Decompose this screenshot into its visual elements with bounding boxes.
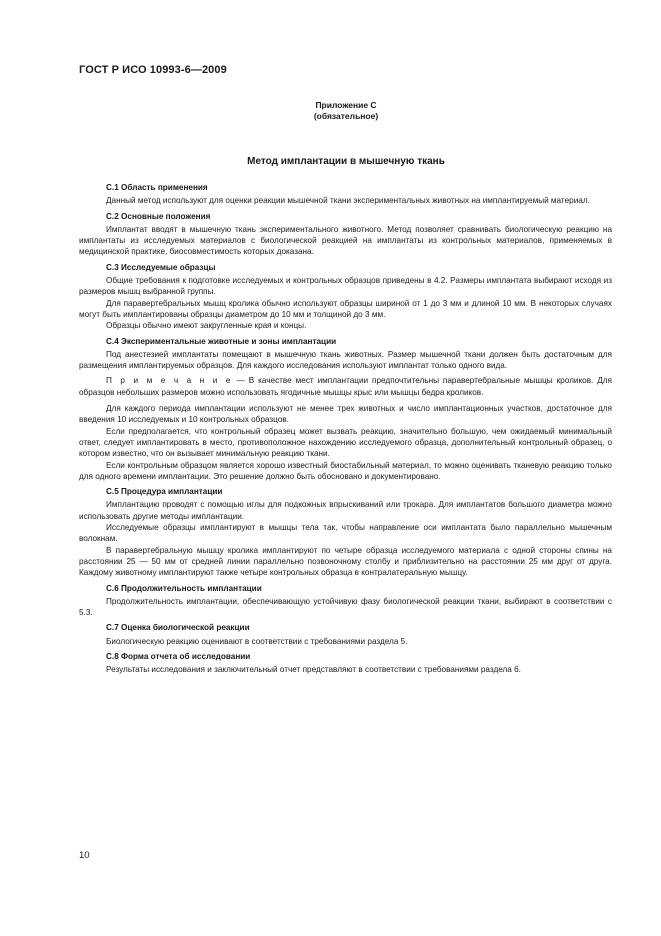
section-c4 <box>79 336 612 483</box>
paragraph: Если предполагается, что контрольный образец может вызвать реакцию, значительно большую, чем ожидаемый минимальный ответ, следует имплантировать в место, противоположное нахождению исследуемого образца, дополнительный контрольный образец, о котором известно, что он вызывает минимальную реакцию ткани. <box>79 426 612 459</box>
annex-heading <box>236 100 456 122</box>
standard-header: ГОСТ Р ИСО 10993-6—2009 <box>79 64 227 76</box>
paragraph: Если контрольным образцом является хорошо известный биостабильный материал, то можно оценивать тканевую реакцию только для одного времени имплантации. Это решение должно быть обосновано и документировано. <box>79 460 612 481</box>
paragraph: Продолжительность имплантации, обеспечивающую устойчивую фазу биологической реакции ткани, выбирают в соответствии с 5.3. <box>79 596 612 618</box>
paragraph: Имплантат вводят в мышечную ткань экспериментального животного. Метод позволяет сравнивать биологическую реакцию на имплантаты из исследуемых материалов с биологической реакцией на имплантаты из контрольных материалов, применяемых в медицинской практике, биосовместимость которых доказана. <box>79 224 612 257</box>
paragraph: Имплантацию проводят с помощью иглы для подкожных впрыскиваний или трокара. Для имплантатов большого диаметра можно использовать другие методы имплантации. <box>79 500 612 521</box>
section-c8 <box>79 651 612 676</box>
paragraph: Биологическую реакцию оценивают в соответствии с требованиями раздела 5. <box>106 636 408 646</box>
section-c1 <box>79 182 612 207</box>
paragraph: Данный метод используют для оценки реакции мышечной ткани экспериментальных животных на имплантируемый материал. <box>106 196 590 206</box>
section-heading: С.6 Продолжительность имплантации <box>106 583 262 593</box>
paragraph: Исследуемые образцы имплантируют в мышцы тела так, чтобы направление оси имплантата было параллельно мышечным волокнам. <box>79 523 612 544</box>
document-title: Метод имплантации в мышечную ткань <box>247 156 445 167</box>
annex-label: Приложение С <box>315 100 377 110</box>
section-heading: С.1 Область применения <box>106 183 208 192</box>
note-label: П р и м е ч а н и е <box>106 376 233 386</box>
paragraph: Для паравертебральных мышц кролика обычно используют образцы шириной от 1 до 3 мм и длиной 10 мм. В некоторых случаях могут быть имплантированы образцы диаметром до 10 мм и толщиной до 3 мм. <box>79 298 612 319</box>
paragraph: Общие требования к подготовке исследуемых и контрольных образцов приведены в 4.2. Размеры имплантата выбирают исходя из размеров мышц выбранной группы. <box>79 276 612 297</box>
page-number: 10 <box>79 850 90 861</box>
section-heading: С.4 Экспериментальные животные и зоны имплантации <box>106 336 337 346</box>
section-heading: С.8 Форма отчета об исследовании <box>106 651 251 661</box>
section-heading: С.5 Процедура имплантации <box>106 487 223 497</box>
note-text: — В качестве мест имплантации предпочтительны паравертебральные мышцы кроликов. Для образцов небольших размеров можно использовать ягодичные мышцы крыс или мышцы бедра кроликов. <box>79 376 612 397</box>
section-heading: С.7 Оценка биологической реакции <box>106 623 250 633</box>
note <box>79 375 612 398</box>
paragraph: Под анестезией имплантаты помещают в мышечную ткань животных. Размер мышечной ткани должен быть достаточным для размещения имплантируемых образцов. Для каждого исследования используют имплантат только одного вида. <box>79 349 612 371</box>
paragraph: Образцы обычно имеют закругленные края и концы. <box>106 321 307 331</box>
document-body <box>79 182 612 676</box>
section-heading: С.3 Исследуемые образцы <box>106 262 216 272</box>
paragraph: Результаты исследования и заключительный отчет представляют в соответствии с требованиями раздела 6. <box>106 665 521 675</box>
paragraph: В паравертебральную мышцу кролика имплантируют по четыре образца исследуемого материала с одной стороны спины на расстоянии 25 — 50 мм от средней линии параллельно позвоночному столбу и приблизительно на расстоянии 25 мм друг от друга. Каждому животному имплантируют также четыре контрольных образца в контралатеральную мышцу. <box>79 545 612 578</box>
section-c5 <box>79 486 612 578</box>
annex-status: (обязательное) <box>313 111 379 121</box>
section-c7 <box>79 622 612 647</box>
section-heading: С.2 Основные положения <box>106 211 211 221</box>
paragraph: Для каждого периода имплантации используют не менее трех животных и число имплантационных участков, достаточное для введения 10 исследуемых и 10 контрольных образцов. <box>79 404 612 425</box>
section-c6 <box>79 583 612 619</box>
section-c3 <box>79 262 612 332</box>
section-c2 <box>79 211 612 258</box>
